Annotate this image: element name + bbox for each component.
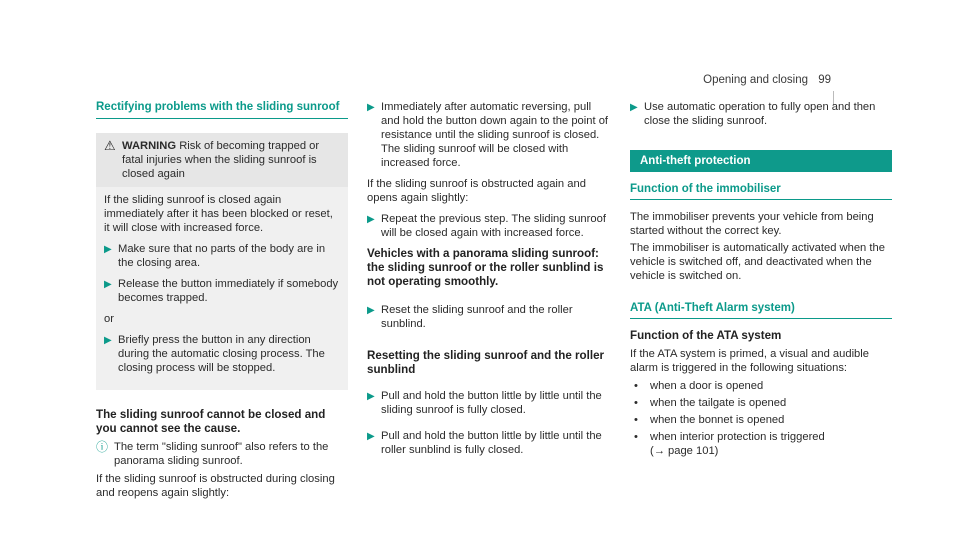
step-arrow-icon: ▶ bbox=[367, 102, 375, 113]
subsection-title: ATA (Anti-Theft Alarm system) bbox=[630, 301, 892, 319]
warning-triangle-icon: ⚠ bbox=[104, 138, 116, 153]
step-arrow-icon: ▶ bbox=[367, 431, 375, 442]
warning-box bbox=[96, 133, 348, 390]
step-text: Release the button immediately if somebody becomes trapped. bbox=[118, 278, 339, 304]
warning-body bbox=[96, 187, 348, 390]
step-arrow-icon: ▶ bbox=[367, 391, 375, 402]
step-arrow-icon: ▶ bbox=[630, 102, 638, 113]
paragraph: The immobiliser prevents your vehicle from being started without the correct key. bbox=[630, 211, 874, 237]
instruction-step bbox=[367, 303, 612, 331]
page-number: 99 bbox=[818, 74, 831, 86]
instruction-step bbox=[367, 100, 612, 170]
section-banner: Anti-theft protection bbox=[630, 150, 892, 172]
subsection-title: Function of the immobiliser bbox=[630, 182, 892, 200]
paragraph: If the sliding sunroof is obstructed again and opens again slightly: bbox=[367, 178, 586, 204]
subheading: The sliding sunroof cannot be closed and you cannot see the cause. bbox=[96, 408, 326, 435]
list-item: • when a door is opened bbox=[634, 380, 764, 392]
step-arrow-icon: ▶ bbox=[104, 279, 112, 290]
header-title: Opening and closing bbox=[703, 74, 808, 86]
step-arrow-icon: ▶ bbox=[367, 305, 375, 316]
info-icon: ⓘ bbox=[96, 440, 109, 454]
paragraph: If the ATA system is primed, a visual and audible alarm is triggered in the following situations: bbox=[630, 348, 869, 374]
section-title: Rectifying problems with the sliding sunroof bbox=[96, 100, 348, 119]
subheading: Vehicles with a panorama sliding sunroof: the sliding sunroof or the roller sunblind is not operating smoothly. bbox=[367, 247, 604, 288]
instruction-step bbox=[630, 100, 892, 128]
step-text: Use automatic operation to fully open and then close the sliding sunroof. bbox=[644, 101, 876, 127]
instruction-step bbox=[104, 242, 340, 270]
step-text: Repeat the previous step. The sliding sunroof will be closed again with increased force. bbox=[381, 213, 606, 239]
step-text: Immediately after automatic reversing, pull and hold the button down again to the point of resistance until the sliding sunroof is closed. The sliding sunroof will be closed with increased force. bbox=[381, 101, 609, 169]
column-left bbox=[96, 100, 348, 503]
instruction-step bbox=[104, 333, 340, 375]
instruction-step bbox=[367, 389, 612, 417]
instruction-step bbox=[367, 212, 612, 240]
warning-text: Risk of becoming trapped or fatal injuries when the sliding sunroof is closed again bbox=[122, 140, 320, 180]
warning-header bbox=[96, 133, 348, 187]
step-arrow-icon: ▶ bbox=[367, 214, 375, 225]
step-arrow-icon: ▶ bbox=[104, 335, 112, 346]
step-text: Briefly press the button in any direction during the automatic closing process. The closing process will be stopped. bbox=[118, 334, 325, 374]
warning-body-text: If the sliding sunroof is closed again immediately after it has been blocked or reset, it will close with increased force. bbox=[104, 194, 333, 234]
subheading: Function of the ATA system bbox=[630, 329, 782, 342]
note bbox=[96, 440, 348, 468]
list-item: • when the tailgate is opened bbox=[634, 397, 787, 409]
list-item: • when the bonnet is opened bbox=[634, 414, 785, 426]
page-reference-link[interactable]: (→ page 101) bbox=[650, 445, 719, 457]
or-text: or bbox=[104, 313, 114, 325]
step-text: Make sure that no parts of the body are in the closing area. bbox=[118, 243, 326, 269]
subheading: Resetting the sliding sunroof and the roller sunblind bbox=[367, 349, 605, 376]
paragraph: If the sliding sunroof is obstructed during closing and reopens again slightly: bbox=[96, 473, 335, 499]
step-text: Pull and hold the button little by little until the sliding sunroof is fully closed. bbox=[381, 390, 602, 416]
note-text: The term "sliding sunroof" also refers to the panorama sliding sunroof. bbox=[114, 441, 329, 467]
warning-label: WARNING bbox=[122, 140, 177, 152]
step-arrow-icon: ▶ bbox=[104, 244, 112, 255]
instruction-step bbox=[367, 429, 612, 457]
list-item: • when interior protection is triggered (→ page 101) bbox=[634, 431, 825, 457]
bullet-list bbox=[630, 379, 892, 458]
step-text: Pull and hold the button little by little until the roller sunblind is fully closed. bbox=[381, 430, 602, 456]
step-text: Reset the sliding sunroof and the roller sunblind. bbox=[381, 304, 573, 330]
paragraph: The immobiliser is automatically activated when the vehicle is switched off, and deactivated when the vehicle is switched on. bbox=[630, 242, 885, 282]
instruction-step bbox=[104, 277, 340, 305]
column-middle bbox=[367, 100, 612, 464]
column-right bbox=[630, 100, 892, 461]
